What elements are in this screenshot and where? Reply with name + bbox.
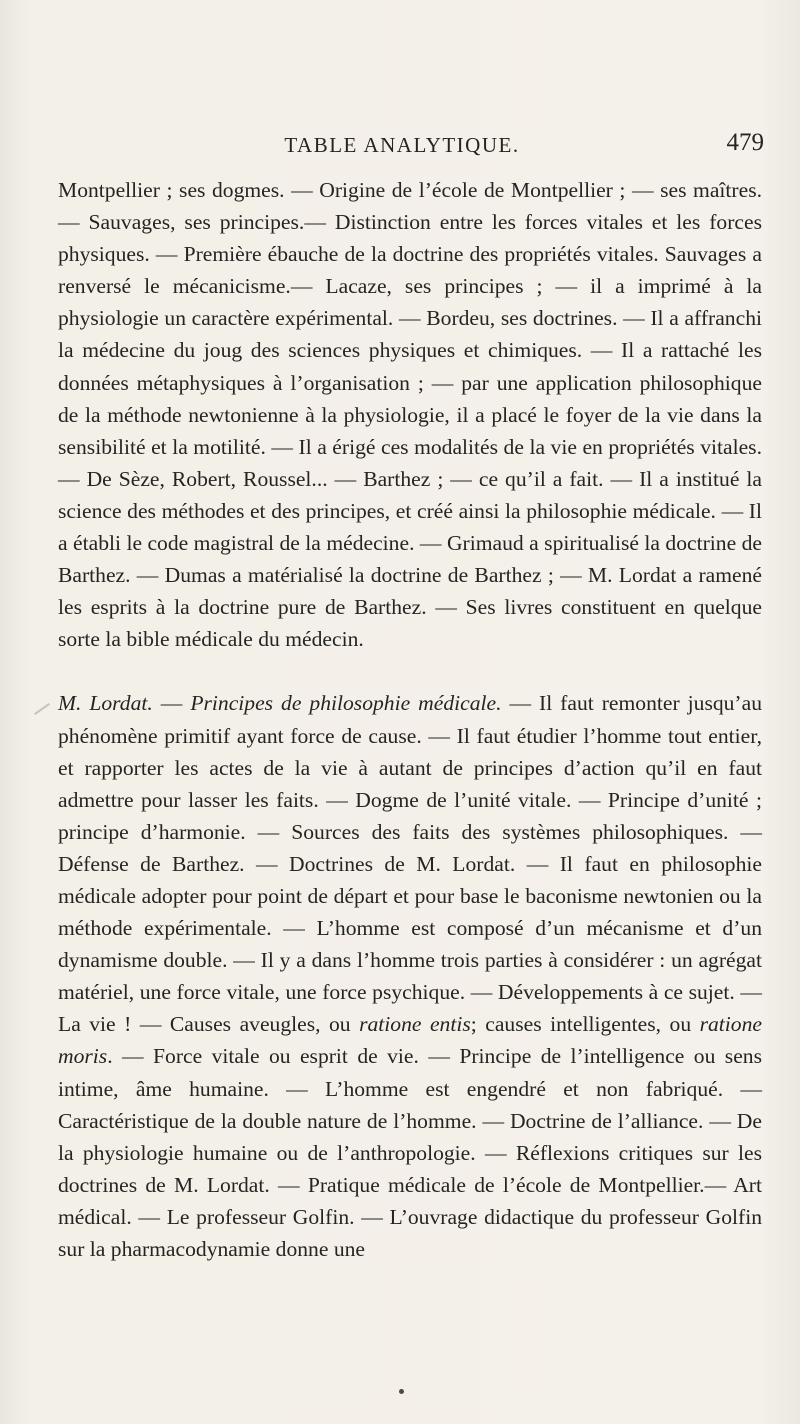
margin-pencil-mark: [34, 703, 50, 715]
paragraph-text-b: ; causes intelligentes, ou: [470, 1012, 700, 1037]
paragraph-montpellier-school: Montpellier ; ses dogmes. — Origine de l’école de Montpellier ; — ses maîtres.— Sauvages, ses principes.— Distinction entre les forces vitales et les forces physiques. — Première ébauche de la doctrine des propriétés vitales. Sauvages a renversé le mécanicisme.— Lacaze, ses principes ; — il a imprimé à la physiologie un caractère expérimental. — Bordeu, ses doctrines. — Il a affranchi la médecine du joug des sciences physiques et chimiques. — Il a rattaché les données métaphysiques à l’organisation ; — par une application philosophique de la méthode newtonienne à la physiologie, il a placé le foyer de la vie dans la sensibilité et la motilité. — Il a érigé ces modalités de la vie en propriétés vitales.— De Sèze, Robert, Roussel... — Barthez ; — ce qu’il a fait. — Il a institué la science des méthodes et des principes, et créé ainsi la philosophie médicale. — Il a établi le code magistral de la médecine. — Grimaud a spiritualisé la doctrine de Barthez. — Dumas a matérialisé la doctrine de Barthez ; — M. Lordat a ramené les esprits à la doctrine pure de Barthez. — Ses livres constituent en quelque sorte la bible médicale du médecin.: [58, 178, 762, 652]
running-head: [40, 129, 764, 167]
running-title: TABLE ANALYTIQUE.: [284, 133, 520, 157]
page-spot: [399, 1389, 404, 1394]
page-number: 479: [726, 129, 764, 156]
latin-phrase-entis: ratione entis: [359, 1012, 471, 1037]
author-name: M. Lordat.: [58, 691, 153, 716]
title-dash: —: [152, 691, 191, 716]
paragraph-text-a: — Il faut remonter jusqu’au phénomène primitif ayant force de cause. — Il faut étudier l’homme tout entier, et rapporter les actes de la vie à autant de principes d’action qu’il en faut admettre pour lasser les faits. — Dogme de l’unité vitale. — Principe d’unité ; principe d’harmonie. — Sources des faits des systèmes philosophiques. — Défense de Barthez. — Doctrines de M. Lordat. — Il faut en philosophie médicale adopter pour point de départ et pour base le baconisme newtonien ou la méthode expérimentale. — L’homme est composé d’un mécanisme et d’un dynamisme double. — Il y a dans l’homme trois parties à considérer : un agrégat matériel, une force vitale, une force psychique. — Développements à ce sujet. — La vie ! — Causes aveugles, ou: [58, 691, 763, 1037]
body-text: [58, 174, 762, 1265]
work-title: Principes de philosophie médicale.: [190, 691, 502, 716]
paragraph-lordat: [58, 687, 762, 1265]
latin-phrase-moris: ratione moris: [58, 1012, 762, 1069]
paragraph-text-c: . — Force vitale ou esprit de vie. — Principe de l’intelligence ou sens intime, âme humaine. — L’homme est engendré et non fabriqué. — Caractéristique de la double nature de l’homme. — Doctrine de l’alliance. — De la physiologie humaine ou de l’anthropologie. — Réflexions critiques sur les doctrines de M. Lordat. — Pratique médicale de l’école de Montpellier.— Art médical. — Le professeur Golfin. — L’ouvrage didactique du professeur Golfin sur la pharmacodynamie donne une: [58, 1044, 762, 1261]
